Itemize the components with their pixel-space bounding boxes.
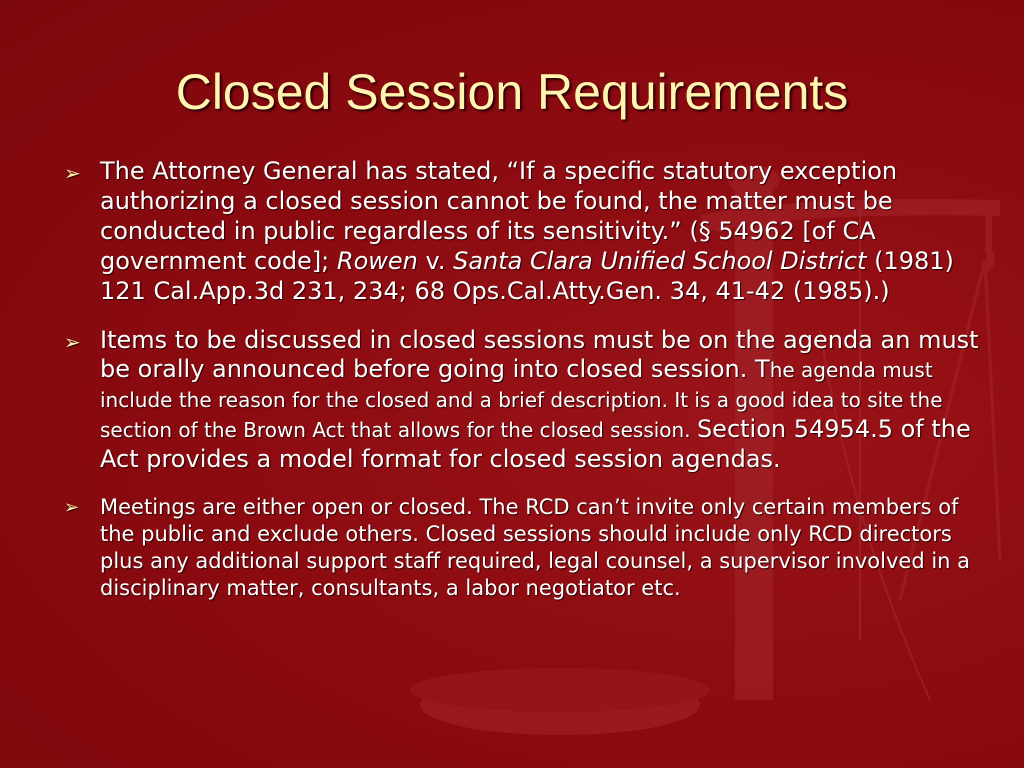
case-name: Rowen xyxy=(336,247,418,275)
bullet-attorney-general xyxy=(62,156,980,306)
arrow-bullet-icon: ➢ xyxy=(64,330,81,354)
bullet-text: v. xyxy=(417,247,454,275)
bullet-list xyxy=(62,156,982,602)
bullet-text: Items to be discussed in closed sessions must be on the agenda an must be orally announced before going into closed session. T xyxy=(100,326,979,383)
bullet-agenda xyxy=(62,326,982,474)
case-name: Santa Clara Unified School District xyxy=(453,247,867,275)
bullet-text: (1981) 121 Cal.App.3d 231, 234; 68 Ops.Cal.Atty.Gen. 34, 41-42 (1985).) xyxy=(100,247,954,305)
arrow-bullet-icon: ➢ xyxy=(64,497,80,518)
bullet-text-small: he agenda must include the reason for the closed and a brief description. It is a good idea to site the section of the Brown Act that allows for the closed session. xyxy=(100,358,943,442)
bullet-text: The Attorney General has stated, “If a specific statutory exception authorizing a closed session cannot be found, the matter must be conducted in public regardless of its sensitivity.” (§ 54962 [of CA government code]; xyxy=(100,157,898,275)
bullet-open-closed xyxy=(62,494,982,602)
arrow-bullet-icon: ➢ xyxy=(64,161,81,185)
bullet-text: Meetings are either open or closed. The RCD can’t invite only certain members of the public and exclude others. Closed sessions should include only RCD directors plus any additional support staff required, legal counsel, a supervisor involved in a disciplinary matter, consultants, a labor negotiator etc. xyxy=(100,495,971,600)
bullet-text: Section 54954.5 of the Act provides a model format for closed session agendas. xyxy=(100,415,971,473)
slide-title: Closed Session Requirements xyxy=(175,64,849,120)
